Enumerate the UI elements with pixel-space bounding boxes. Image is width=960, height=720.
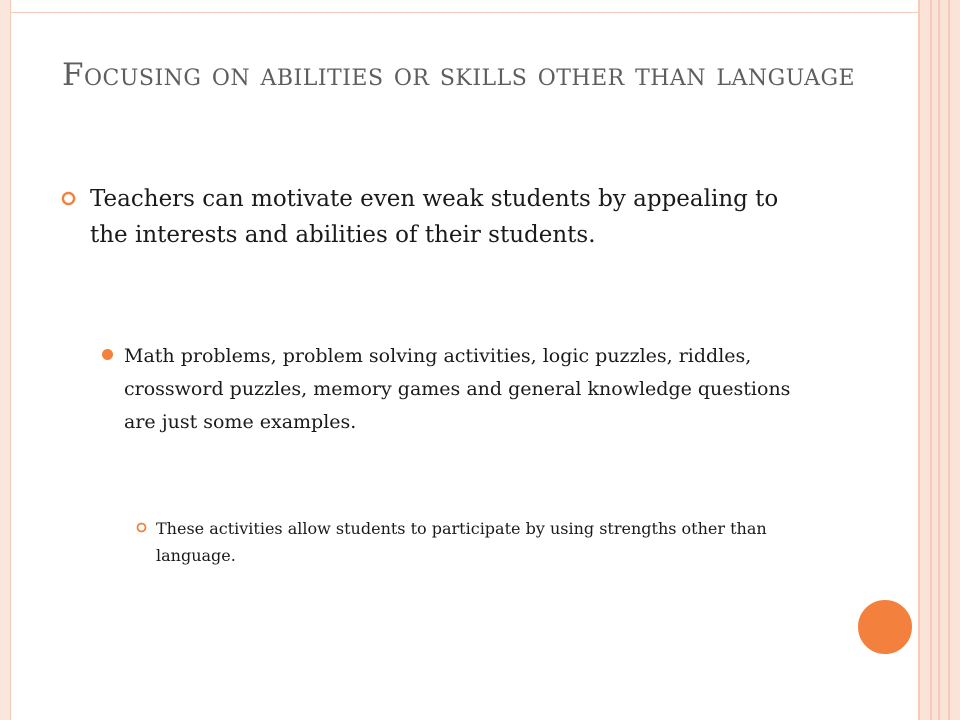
right-band-stripe-3 bbox=[948, 0, 950, 720]
bullet-level-2-text: Math problems, problem solving activities, logic puzzles, riddles, crossword puzzles, memory games and general knowledge questions are just some examples. bbox=[124, 345, 791, 433]
left-border-line bbox=[10, 0, 11, 720]
hollow-circle-icon bbox=[136, 522, 147, 533]
bullet-level-1-text: Teachers can motivate even weak students by appealing to the interests and abilities of their students. bbox=[90, 186, 779, 248]
top-border-line bbox=[10, 12, 918, 13]
bullet-level-3-text: These activities allow students to participate by using strengths other than language. bbox=[156, 519, 767, 565]
right-border-line bbox=[918, 0, 920, 720]
right-band-stripe-1 bbox=[930, 0, 932, 720]
left-decorative-strip bbox=[0, 0, 10, 720]
filled-dot-icon bbox=[102, 349, 113, 360]
right-band-stripe-2 bbox=[938, 0, 940, 720]
hollow-circle-icon bbox=[61, 191, 76, 206]
slide-title: Focusing on abilities or skills other than language bbox=[62, 57, 856, 93]
accent-circle-icon bbox=[856, 598, 914, 656]
